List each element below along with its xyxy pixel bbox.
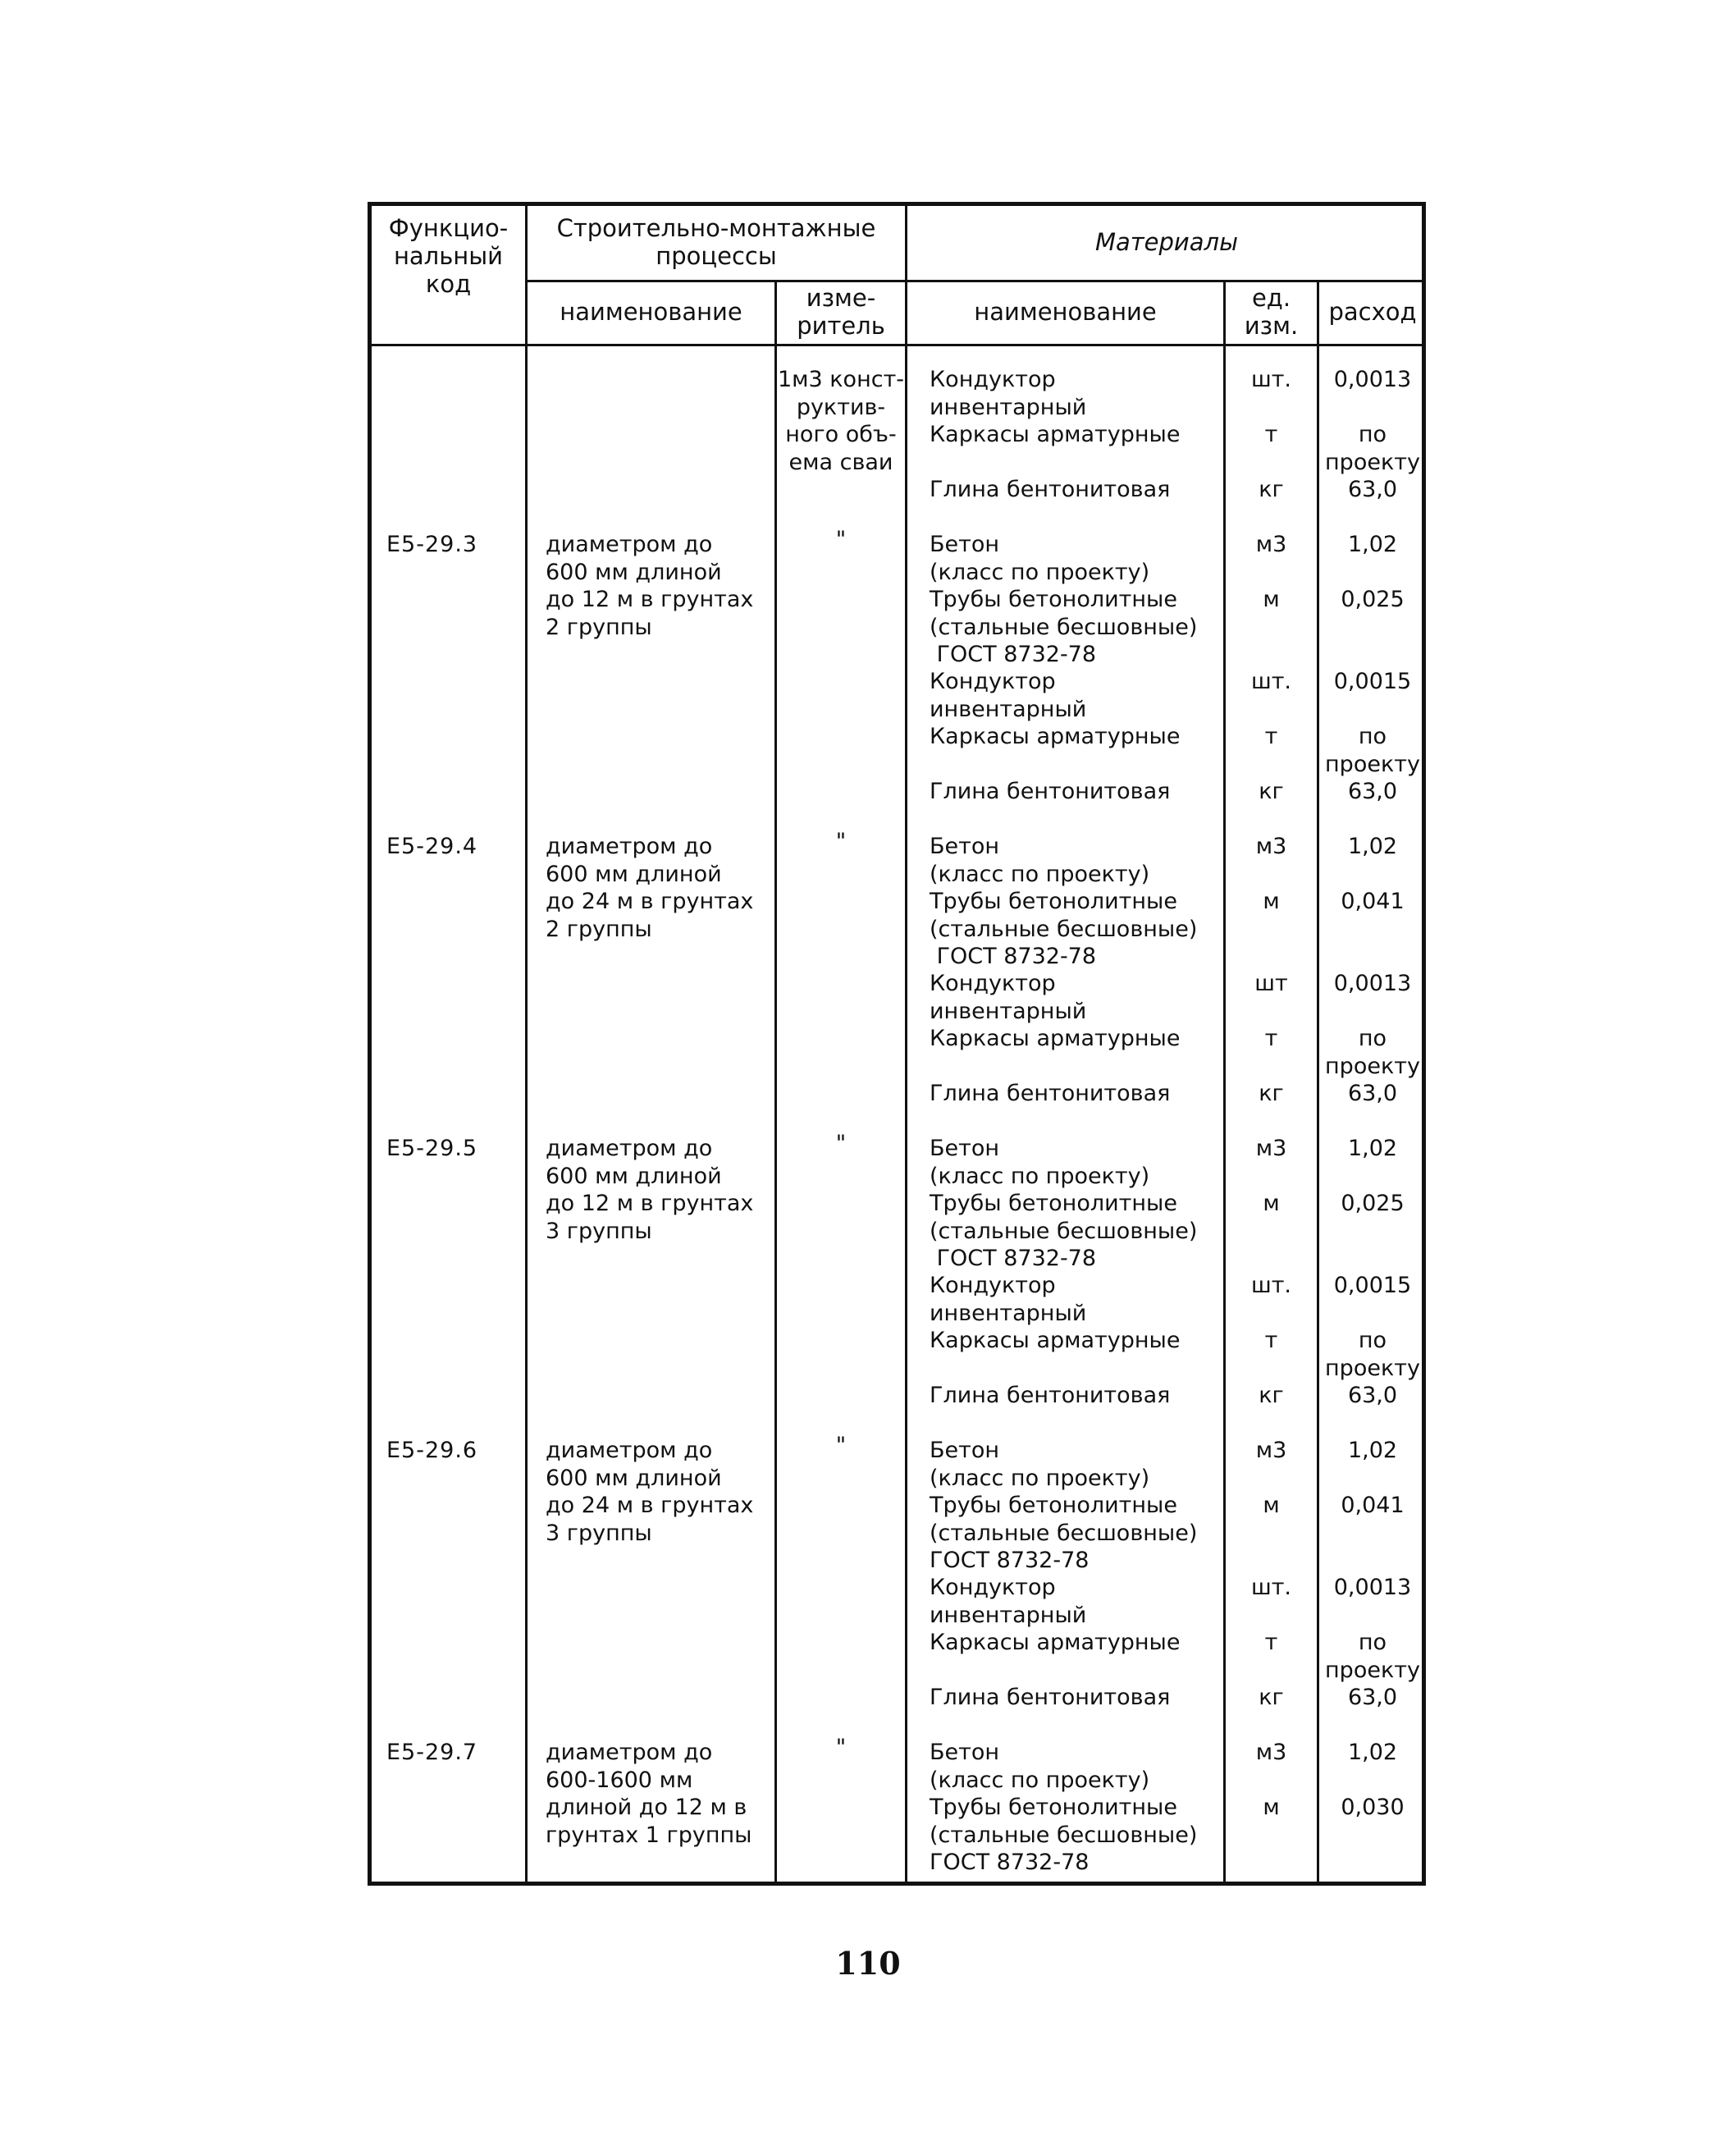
material-name: Каркасы арматурные bbox=[930, 1328, 1181, 1353]
material-amount: по проекту bbox=[1325, 1630, 1420, 1683]
row-meter: " bbox=[835, 1735, 847, 1760]
header-consumption: расход bbox=[1328, 298, 1417, 326]
material-name: Каркасы арматурные bbox=[930, 724, 1181, 749]
material-unit: шт. bbox=[1250, 1273, 1292, 1298]
material-amount: 0,0015 bbox=[1333, 669, 1412, 694]
col-divider bbox=[905, 206, 907, 1882]
material-unit: м bbox=[1263, 1795, 1280, 1820]
material-unit: т bbox=[1264, 1328, 1278, 1353]
material-unit: т bbox=[1264, 422, 1278, 447]
header-bottom-line bbox=[372, 344, 1422, 346]
material-amount: 1,02 bbox=[1347, 1740, 1398, 1765]
row-meter: " bbox=[835, 1131, 847, 1156]
material-amount: по проекту bbox=[1325, 422, 1420, 475]
material-amount: 63,0 bbox=[1347, 1081, 1398, 1106]
material-name: Бетон (класс по проекту) bbox=[930, 1136, 1150, 1189]
material-name: Кондуктор инвентарный bbox=[930, 669, 1087, 722]
material-name: Глина бентонитовая bbox=[930, 779, 1171, 804]
material-unit: м3 bbox=[1255, 1136, 1287, 1161]
material-unit: м bbox=[1263, 889, 1280, 914]
header-material-name: наименование bbox=[974, 298, 1157, 326]
material-amount: 0,0013 bbox=[1333, 367, 1412, 392]
material-name: Каркасы арматурные bbox=[930, 1026, 1181, 1051]
material-name: Глина бентонитовая bbox=[930, 1081, 1171, 1106]
page-number: 110 bbox=[835, 1945, 901, 1982]
material-unit: шт bbox=[1254, 971, 1288, 996]
material-unit: кг bbox=[1259, 779, 1284, 804]
header-process-group: Строительно-монтажные процессы bbox=[556, 214, 876, 270]
material-name: Глина бентонитовая bbox=[930, 1685, 1171, 1710]
material-amount: 0,0013 bbox=[1333, 1575, 1412, 1600]
material-name: Бетон (класс по проекту) bbox=[930, 532, 1150, 585]
header-materials-group: Материалы bbox=[1095, 228, 1238, 256]
material-amount: 0,041 bbox=[1341, 889, 1405, 914]
material-name: Глина бентонитовая bbox=[930, 477, 1171, 502]
row-meter: " bbox=[835, 1433, 847, 1458]
material-unit: кг bbox=[1259, 1383, 1284, 1408]
col-divider bbox=[525, 206, 528, 1882]
row-code: Е5-29.5 bbox=[386, 1136, 478, 1161]
material-amount: 63,0 bbox=[1347, 477, 1398, 502]
material-name: Бетон (класс по проекту) bbox=[930, 1438, 1150, 1491]
row-code: Е5-29.7 bbox=[386, 1740, 478, 1765]
material-amount: 63,0 bbox=[1347, 1685, 1398, 1710]
material-name: Трубы бетонолитные (стальные бесшовные) ГОСТ 8732-78 bbox=[930, 587, 1198, 667]
material-name: Кондуктор инвентарный bbox=[930, 971, 1087, 1024]
material-name: Бетон (класс по проекту) bbox=[930, 834, 1150, 887]
header-subdivider bbox=[525, 280, 1422, 282]
material-amount: по проекту bbox=[1325, 1026, 1420, 1079]
material-name: Кондуктор инвентарный bbox=[930, 367, 1087, 420]
material-amount: 1,02 bbox=[1347, 532, 1398, 557]
material-unit: шт. bbox=[1250, 1575, 1292, 1600]
material-name: Трубы бетонолитные (стальные бесшовные) ГОСТ 8732-78 bbox=[930, 1795, 1198, 1875]
material-unit: т bbox=[1264, 1630, 1278, 1655]
header-process-meter: изме- ритель bbox=[797, 284, 885, 340]
header-process-name: наименование bbox=[560, 298, 742, 326]
materials-table bbox=[368, 202, 1426, 1886]
row-code: Е5-29.6 bbox=[386, 1438, 478, 1463]
material-amount: 0,0015 bbox=[1333, 1273, 1412, 1298]
material-name: Кондуктор инвентарный bbox=[930, 1575, 1087, 1628]
material-unit: м3 bbox=[1255, 834, 1287, 859]
material-unit: м3 bbox=[1255, 1740, 1287, 1765]
row-meter: 1м3 конст- руктив- ного объ- ема сваи bbox=[777, 367, 905, 475]
material-amount: 0,025 bbox=[1341, 587, 1405, 612]
material-unit: м3 bbox=[1255, 532, 1287, 557]
material-amount: 1,02 bbox=[1347, 834, 1398, 859]
header-unit: ед. изм. bbox=[1244, 284, 1299, 340]
material-name: Бетон (класс по проекту) bbox=[930, 1740, 1150, 1793]
material-unit: м bbox=[1263, 1493, 1280, 1518]
row-process: диаметром до 600 мм длиной до 12 м в грунтах 2 группы bbox=[546, 532, 754, 640]
material-unit: м bbox=[1263, 1191, 1280, 1216]
row-meter: " bbox=[835, 527, 847, 552]
material-name: Кондуктор инвентарный bbox=[930, 1273, 1087, 1326]
material-amount: 0,0013 bbox=[1333, 971, 1412, 996]
material-amount: по проекту bbox=[1325, 1328, 1420, 1381]
material-amount: 63,0 bbox=[1347, 779, 1398, 804]
material-unit: м3 bbox=[1255, 1438, 1287, 1463]
row-process: диаметром до 600-1600 мм длиной до 12 м в грунтах 1 группы bbox=[546, 1740, 752, 1848]
material-unit: шт. bbox=[1250, 669, 1292, 694]
material-amount: 0,041 bbox=[1341, 1493, 1405, 1518]
material-amount: 63,0 bbox=[1347, 1383, 1398, 1408]
material-name: Трубы бетонолитные (стальные бесшовные) ГОСТ 8732-78 bbox=[930, 1493, 1198, 1573]
material-unit: т bbox=[1264, 724, 1278, 749]
row-process: диаметром до 600 мм длиной до 24 м в грунтах 3 группы bbox=[546, 1438, 754, 1546]
col-divider bbox=[774, 280, 777, 1882]
row-process: диаметром до 600 мм длиной до 12 м в грунтах 3 группы bbox=[546, 1136, 754, 1244]
material-name: Каркасы арматурные bbox=[930, 422, 1181, 447]
row-meter: " bbox=[835, 829, 847, 854]
header-code: Функцио- нальный код bbox=[388, 214, 509, 298]
material-name: Каркасы арматурные bbox=[930, 1630, 1181, 1655]
row-process: диаметром до 600 мм длиной до 24 м в грунтах 2 группы bbox=[546, 834, 754, 942]
row-code: Е5-29.4 bbox=[386, 834, 478, 859]
material-amount: 1,02 bbox=[1347, 1136, 1398, 1161]
material-unit: т bbox=[1264, 1026, 1278, 1051]
material-amount: по проекту bbox=[1325, 724, 1420, 777]
material-amount: 0,025 bbox=[1341, 1191, 1405, 1216]
material-unit: кг bbox=[1259, 477, 1284, 502]
material-amount: 1,02 bbox=[1347, 1438, 1398, 1463]
material-unit: кг bbox=[1259, 1685, 1284, 1710]
material-name: Трубы бетонолитные (стальные бесшовные) ГОСТ 8732-78 bbox=[930, 1191, 1198, 1271]
material-name: Глина бентонитовая bbox=[930, 1383, 1171, 1408]
material-name: Трубы бетонолитные (стальные бесшовные) ГОСТ 8732-78 bbox=[930, 889, 1198, 969]
row-code: Е5-29.3 bbox=[386, 532, 478, 557]
material-unit: шт. bbox=[1250, 367, 1292, 392]
material-unit: м bbox=[1263, 587, 1280, 612]
material-amount: 0,030 bbox=[1341, 1795, 1405, 1820]
material-unit: кг bbox=[1259, 1081, 1284, 1106]
